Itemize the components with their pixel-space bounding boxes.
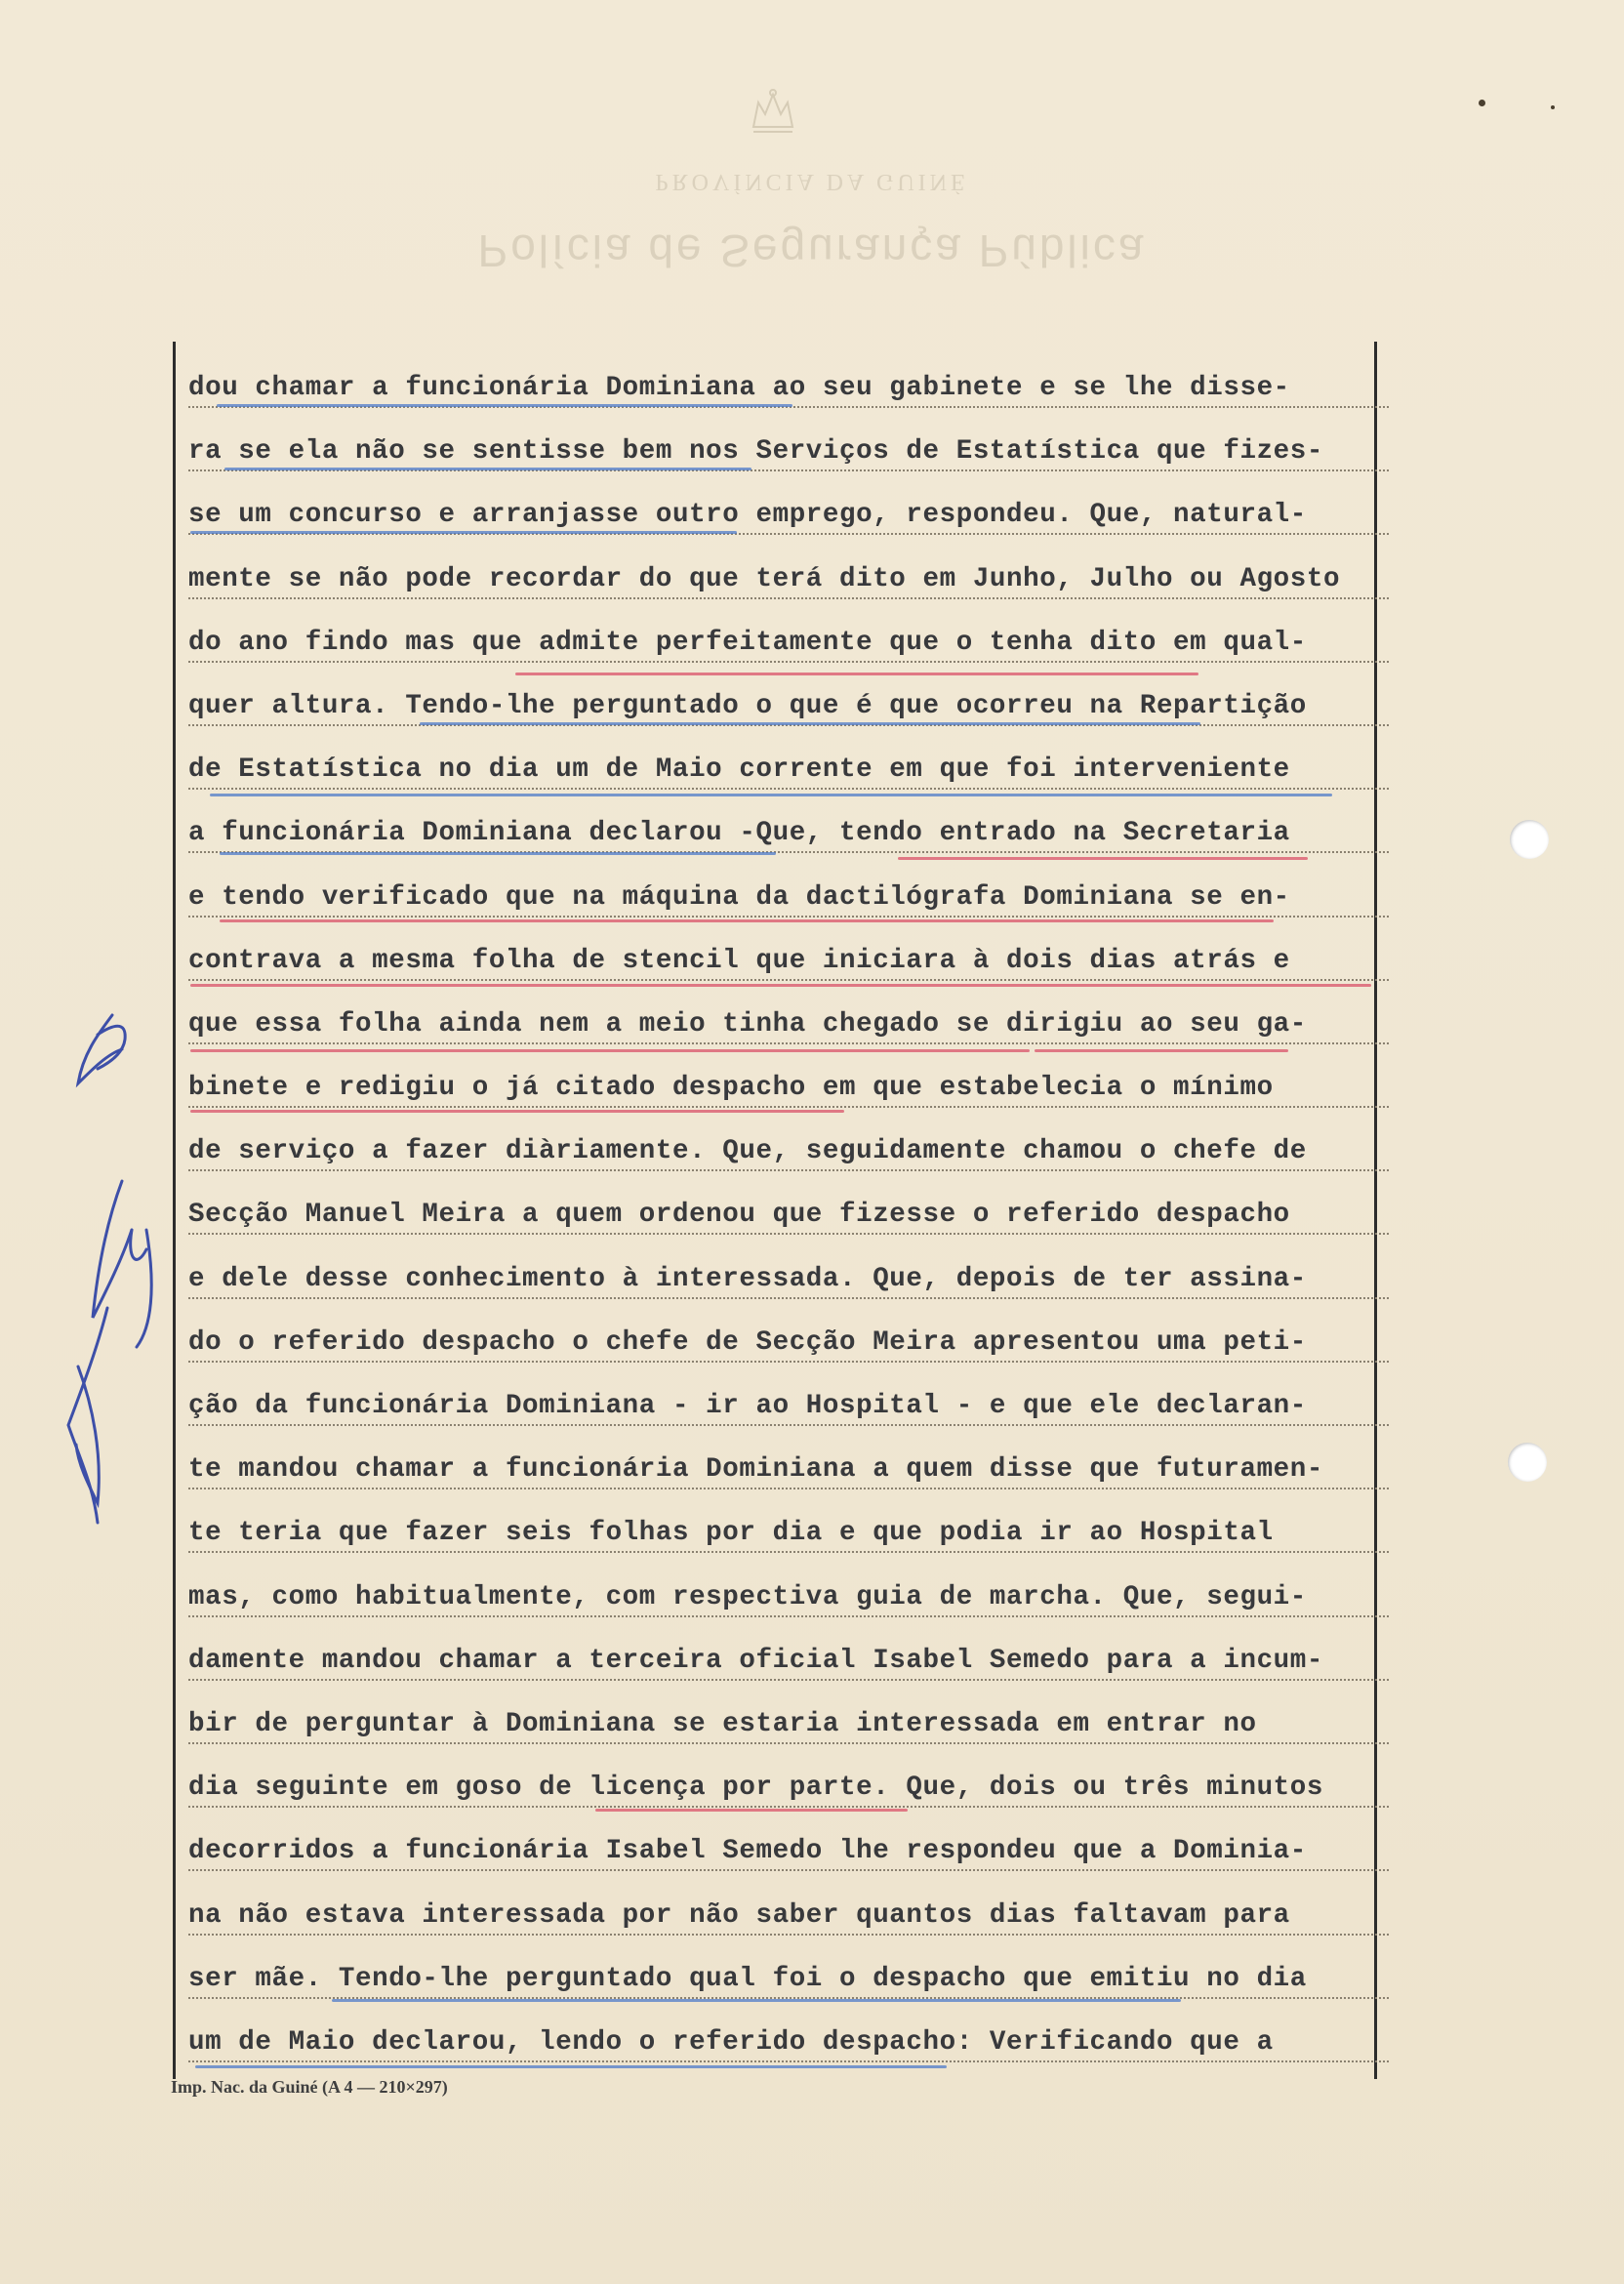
punch-hole	[1508, 1443, 1547, 1482]
red-underline	[1035, 1049, 1288, 1052]
body-line: que essa folha ainda nem a meio tinha chegado se dirigiu ao seu ga-	[188, 1005, 1389, 1069]
ink-speck	[1551, 105, 1555, 109]
red-underline	[898, 857, 1308, 860]
red-underline	[190, 984, 1371, 987]
letterhead-province: PROVÍNCIA DA GUINÉ	[655, 169, 969, 194]
punch-hole	[1510, 820, 1549, 859]
red-underline	[515, 673, 1198, 675]
letterhead-police: Polícia de Segurança Pública	[477, 225, 1147, 276]
body-line: do o referido despacho o chefe de Secção Meira apresentou uma peti-	[188, 1324, 1389, 1387]
blue-underline	[420, 722, 1200, 725]
body-line: decorridos a funcionária Isabel Semedo lhe respondeu que a Dominia-	[188, 1832, 1389, 1896]
body-line: e dele desse conhecimento à interessada. Que, depois de ter assina-	[188, 1260, 1389, 1324]
body-line: mas, como habitualmente, com respectiva guia de marcha. Que, segui-	[188, 1578, 1389, 1642]
body-line: e tendo verificado que na máquina da dactilógrafa Dominiana se en-	[188, 878, 1389, 942]
blue-underline	[224, 468, 751, 470]
body-line: de serviço a fazer diàriamente. Que, seguidamente chamou o chefe de	[188, 1132, 1389, 1196]
blue-underline	[210, 794, 1332, 796]
ink-speck	[1479, 100, 1485, 106]
left-margin-rule	[173, 342, 176, 2079]
body-line: dia seguinte em goso de licença por parte. Que, dois ou três minutos	[188, 1769, 1389, 1832]
printer-imprint: Imp. Nac. da Guiné (A 4 — 210×297)	[171, 2077, 448, 2097]
handwritten-signature	[39, 996, 166, 1552]
body-line: mente se não pode recordar do que terá dito em Junho, Julho ou Agosto	[188, 560, 1389, 624]
body-line: quer altura. Tendo-lhe perguntado o que é que ocorreu na Repartição	[188, 687, 1389, 751]
blue-underline	[217, 404, 792, 407]
crest-icon	[744, 83, 802, 142]
body-line: de Estatística no dia um de Maio corrente em que foi interveniente	[188, 751, 1389, 814]
body-line: ra se ela não se sentisse bem nos Serviços de Estatística que fizes-	[188, 432, 1389, 496]
blue-underline	[195, 2065, 947, 2068]
body-line: bir de perguntar à Dominiana se estaria interessada em entrar no	[188, 1705, 1389, 1769]
body-text	[188, 369, 1389, 2087]
red-underline	[595, 1809, 908, 1812]
body-line: te mandou chamar a funcionária Dominiana a quem disse que futuramen-	[188, 1450, 1389, 1514]
blue-underline	[220, 852, 776, 855]
red-underline	[190, 1049, 1030, 1052]
blue-underline	[190, 531, 737, 534]
body-line: um de Maio declarou, lendo o referido despacho: Verificando que a	[188, 2023, 1389, 2087]
body-line: binete e redigiu o já citado despacho em que estabelecia o mínimo	[188, 1069, 1389, 1132]
body-line: dou chamar a funcionária Dominiana ao seu gabinete e se lhe disse-	[188, 369, 1389, 432]
body-line: Secção Manuel Meira a quem ordenou que fizesse o referido despacho	[188, 1196, 1389, 1259]
body-line: contrava a mesma folha de stencil que iniciara à dois dias atrás e	[188, 942, 1389, 1005]
body-line: do ano findo mas que admite perfeitamente que o tenha dito em qual-	[188, 624, 1389, 687]
body-line: ção da funcionária Dominiana - ir ao Hospital - e que ele declaran-	[188, 1387, 1389, 1450]
body-line: se um concurso e arranjasse outro emprego, respondeu. Que, natural-	[188, 496, 1389, 559]
red-underline	[190, 1110, 844, 1113]
red-underline	[220, 919, 1274, 922]
body-line: na não estava interessada por não saber quantos dias faltavam para	[188, 1897, 1389, 1960]
body-line: te teria que fazer seis folhas por dia e que podia ir ao Hospital	[188, 1514, 1389, 1577]
blue-underline	[332, 1999, 1181, 2002]
body-line: a funcionária Dominiana declarou -Que, tendo entrado na Secretaria	[188, 814, 1389, 877]
body-line: damente mandou chamar a terceira oficial Isabel Semedo para a incum-	[188, 1642, 1389, 1705]
body-line: ser mãe. Tendo-lhe perguntado qual foi o despacho que emitiu no dia	[188, 1960, 1389, 2023]
